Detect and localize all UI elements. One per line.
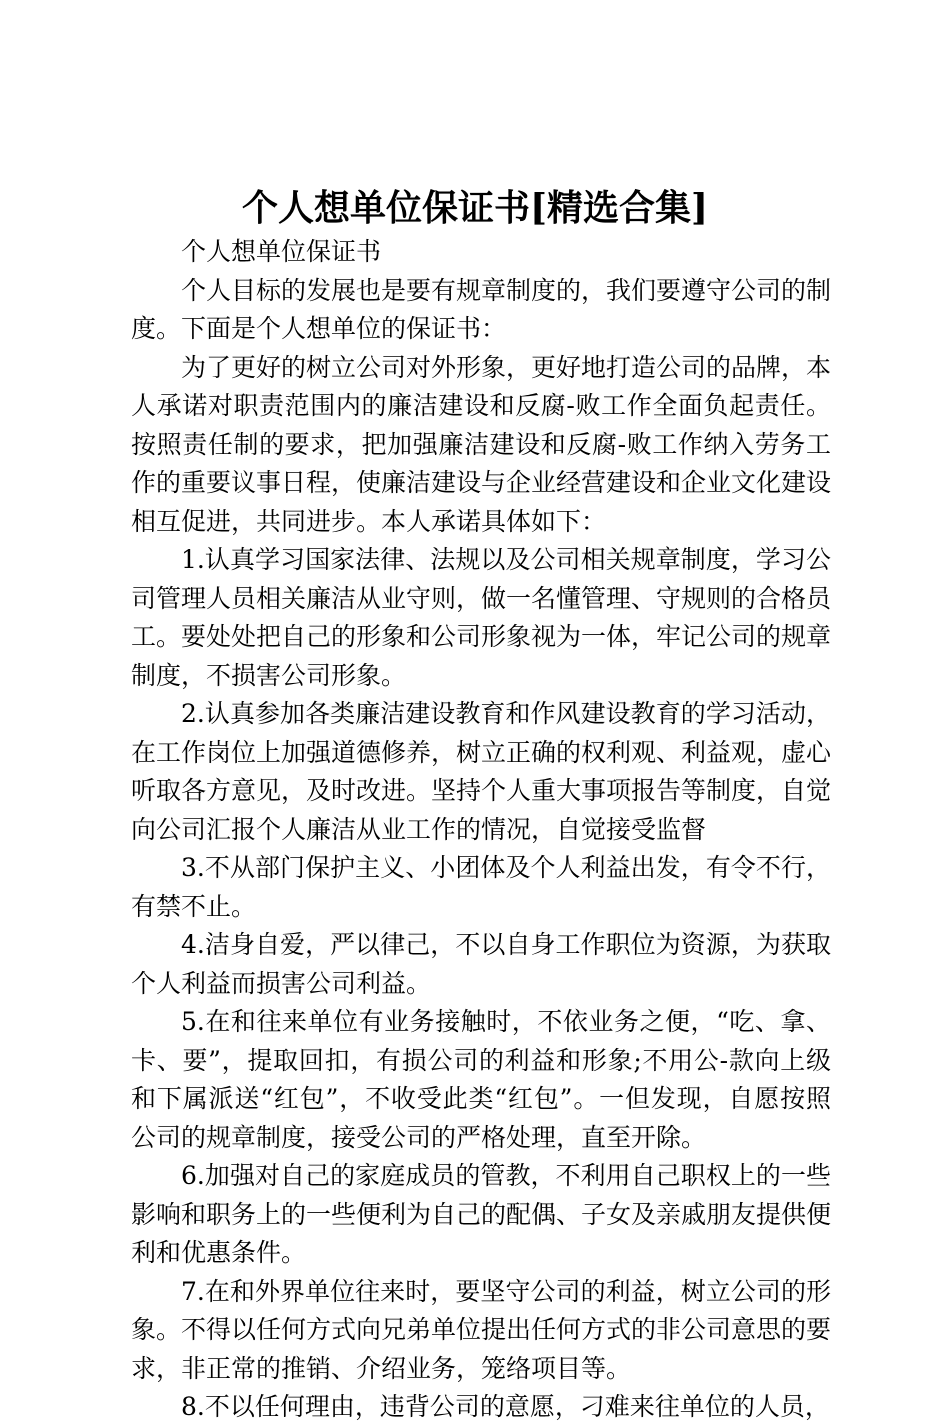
paragraph-item-5: 5.在和往来单位有业务接触时，不依业务之便，“吃、拿、卡、要”，提取回扣，有损公司的利益和形象;不用公-款向上级和下属派送“红包”，不收受此类“红包”。一但发现，自愿按照公司的规章制度，接受公司的严格处理，直至开除。	[131, 1007, 831, 1152]
paragraph-intro: 个人目标的发展也是要有规章制度的，我们要遵守公司的制度。下面是个人想单位的保证书：	[131, 275, 832, 343]
paragraph-subtitle: 个人想单位保证书	[181, 237, 382, 266]
paragraph-item-3: 3.不从部门保护主义、小团体及个人利益出发，有令不行，有禁不止。	[131, 853, 831, 921]
paragraph-item-1: 1.认真学习国家法律、法规以及公司相关规章制度，学习公司管理人员相关廉洁从业守则，做一名懂管理、守规则的合格员工。要处处把自己的形象和公司形象视为一体，牢记公司的规章制度，不损害公司形象。	[131, 545, 832, 690]
paragraph-item-8: 8.不以任何理由，违背公司的意愿，刁难来往单位的人员，	[181, 1392, 830, 1421]
paragraph-item-2: 2.认真参加各类廉洁建设教育和作风建设教育的学习活动，在工作岗位上加强道德修养，树立正确的权利观、利益观，虚心听取各方意见，及时改进。坚持个人重大事项报告等制度，自觉向公司汇报个人廉洁从业工作的情况，自觉接受监督	[131, 699, 832, 844]
paragraph-item-4: 4.洁身自爱，严以律己，不以自身工作职位为资源，为获取个人利益而损害公司利益。	[131, 930, 831, 998]
document-body	[131, 233, 831, 1427]
paragraph-commitment: 为了更好的树立公司对外形象，更好地打造公司的品牌，本人承诺对职责范围内的廉洁建设和反腐-败工作全面负起责任。按照责任制的要求，把加强廉洁建设和反腐-败工作纳入劳务工作的重要议事日程，使廉洁建设与企业经营建设和企业文化建设相互促进，共同进步。本人承诺具体如下：	[131, 352, 832, 536]
paragraph-item-7: 7.在和外界单位往来时，要坚守公司的利益，树立公司的形象。不得以任何方式向兄弟单位提出任何方式的非公司意思的要求，非正常的推销、介绍业务，笼络项目等。	[131, 1276, 832, 1383]
document-title: 个人想单位保证书[精选合集]	[241, 187, 709, 229]
paragraph-item-6: 6.加强对自己的家庭成员的管教，不利用自己职权上的一些影响和职务上的一些便利为自己的配偶、子女及亲戚朋友提供便利和优惠条件。	[131, 1161, 832, 1267]
